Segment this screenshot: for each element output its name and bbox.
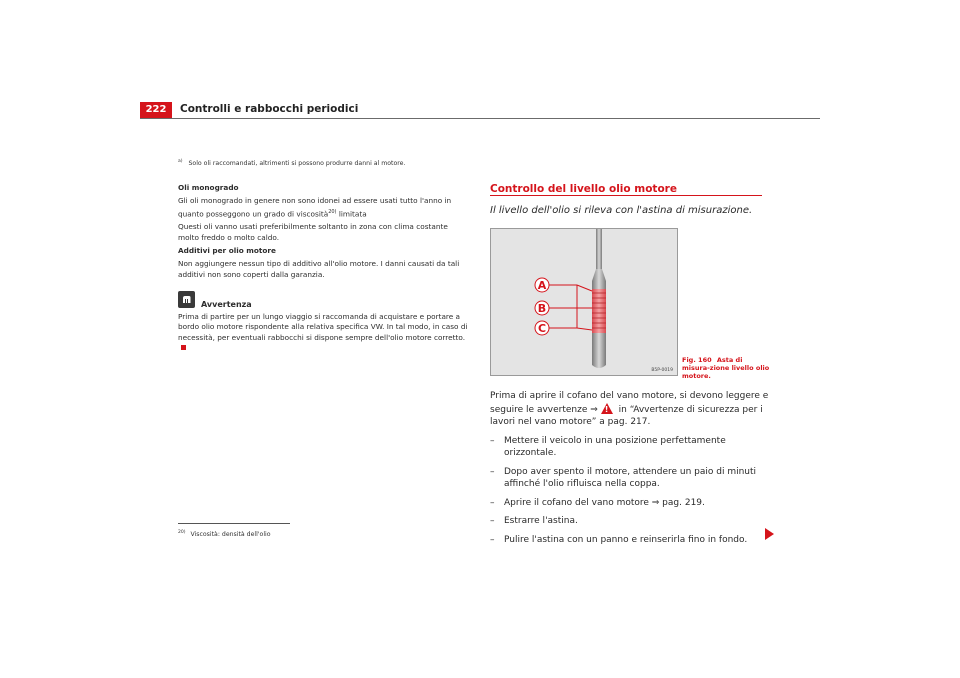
- continue-arrow-icon[interactable]: [765, 528, 774, 540]
- dash-marker: –: [490, 497, 495, 508]
- footnote-bottom: [178, 530, 271, 538]
- step-item: [490, 534, 775, 547]
- section-title: Controllo del livello olio motore: [490, 183, 677, 195]
- warning-triangle-icon: [601, 403, 613, 414]
- footnote-marker: 20): [178, 530, 186, 535]
- intro-paragraph: [490, 390, 775, 429]
- additives-heading: Additivi per olio motore: [178, 245, 276, 255]
- footnote-ref-20[interactable]: 20): [328, 208, 337, 215]
- dash-marker: –: [490, 435, 495, 446]
- dash-marker: –: [490, 534, 495, 545]
- chapter-title: Controlli e rabbocchi periodici: [180, 103, 359, 115]
- label-c: C: [537, 322, 547, 335]
- mono-text-a: Gli oli monogrado in genere non sono idonei ad essere usati tutto l'anno in quanto posseggono un grado di viscosità: [178, 196, 452, 219]
- step-text: Dopo aver spento il motore, attendere un paio di minuti affinché l'olio rifluisca nella coppa.: [504, 466, 757, 489]
- warning-title: Avvertenza: [201, 299, 252, 309]
- warning-body: Prima di partire per un lungo viaggio si raccomanda di acquistare e portare a bordo olio motore rispondente alla relativa specifica VW. In tal modo, in caso di necessità, per eventuali rabbocchi si dispone sempre dell'olio motore corretto.: [178, 312, 468, 342]
- intro-text-a: Prima di aprire il cofano del vano motore, si devono leggere e seguire le avvertenze: [490, 391, 769, 415]
- figure-caption: [682, 356, 772, 380]
- step-item: [490, 466, 775, 491]
- step-item: [490, 515, 775, 528]
- page-number: 222: [140, 102, 172, 118]
- step-text: Estrarre l'astina.: [504, 516, 578, 526]
- section-divider: [490, 195, 762, 196]
- warning-header: [178, 290, 470, 310]
- footnote-text: Solo oli raccomandati, altrimenti si possono produrre danni al motore.: [188, 160, 406, 168]
- step-item: [490, 497, 775, 510]
- right-column: [490, 390, 775, 552]
- figure-caption-text: Asta di misura-zione livello olio motore.: [682, 356, 770, 380]
- step-text: Mettere il veicolo in una posizione perfettamente orizzontale.: [504, 435, 726, 458]
- footnote-marker: a): [178, 159, 183, 164]
- dash-marker: –: [490, 466, 495, 477]
- step-item: [490, 435, 775, 460]
- figure-number: Fig. 160: [682, 356, 712, 364]
- step-text: Pulire l'astina con un panno e reinserirla fino in fondo.: [504, 534, 748, 545]
- warning-text: [178, 312, 470, 353]
- additives-paragraph: Non aggiungere nessun tipo di additivo all'olio motore. I danni causati da tali additivi non sono coperti dalla garanzia.: [178, 259, 460, 279]
- end-square-icon: [181, 345, 186, 350]
- note-icon: [178, 291, 195, 308]
- footnote-divider: [178, 523, 290, 524]
- header-divider: [140, 118, 820, 119]
- label-a: A: [537, 279, 547, 292]
- mono-paragraph-2: Questi oli vanno usati preferibilmente soltanto in zona con clima costante molto freddo o molto caldo.: [178, 222, 448, 242]
- dipstick-figure: [490, 228, 678, 376]
- label-b: B: [537, 302, 547, 315]
- figure-code: B5P-0019: [651, 368, 673, 373]
- dipstick-illustration: [491, 229, 677, 375]
- reference-arrow[interactable]: ⇒: [590, 404, 598, 415]
- left-column: [178, 183, 470, 356]
- footnote-top: [178, 159, 405, 167]
- section-subtitle: Il livello dell'olio si rileva con l'astina di misurazione.: [490, 205, 753, 216]
- dash-marker: –: [490, 516, 495, 526]
- footnote-text: Viscosità: densità dell'olio: [190, 531, 271, 539]
- mono-heading: Oli monogrado: [178, 183, 239, 192]
- step-text: Aprire il cofano del vano motore ⇒ pag. 219.: [504, 497, 705, 508]
- mono-paragraph-1: [178, 196, 470, 219]
- intro-text-b: in “Avvertenze di sicurezza per i lavori nel vano motore” a pag. 217.: [490, 404, 763, 427]
- mono-text-b: limitata: [336, 209, 367, 219]
